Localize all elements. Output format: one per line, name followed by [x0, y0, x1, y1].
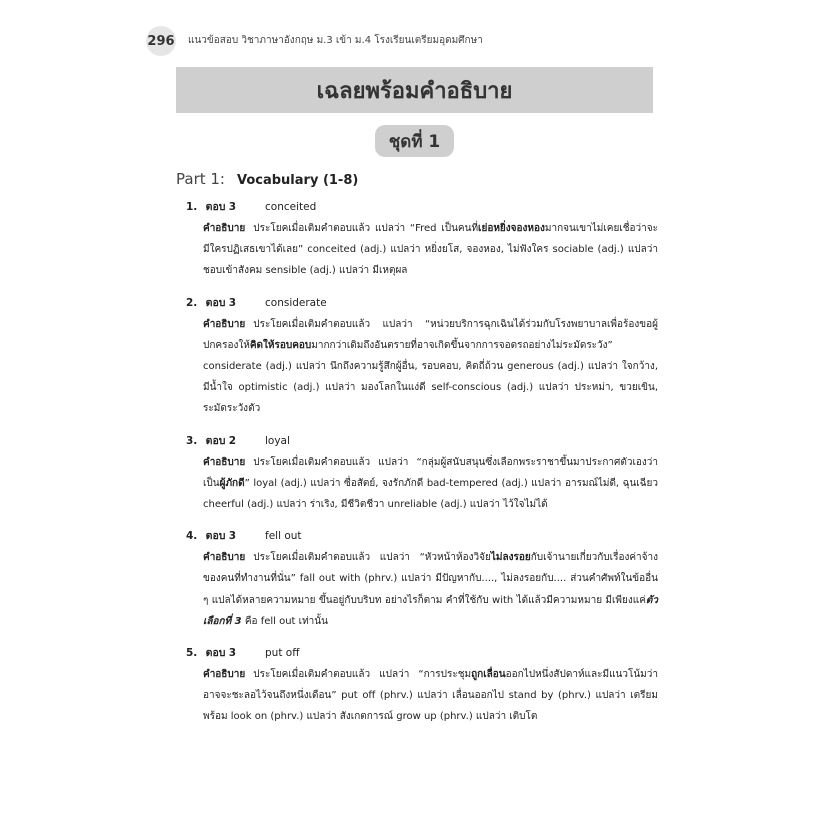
item-number: 5.	[186, 647, 198, 660]
answer-choice: 3	[228, 296, 237, 309]
explanation-highlight: ถูกเลื่อน	[471, 669, 506, 681]
explanation-text: ประโยคเมื่อเติมคำตอบแล้ว แปลว่า “หัวหน้าห้องวิจัย	[253, 552, 491, 564]
answer-line	[186, 431, 658, 452]
answer-choice: 3	[228, 647, 237, 660]
answer-item	[186, 526, 658, 632]
part-heading	[176, 170, 358, 188]
item-number: 4.	[186, 530, 198, 543]
answer-choice: 3	[228, 530, 237, 543]
item-number: 1.	[186, 201, 198, 213]
answer-item	[186, 643, 658, 728]
explanation-text: ประโยคเมื่อเติมคำตอบแล้ว แปลว่า “หน่วยบริการฉุกเฉินได้ร่วมกับโรงพยาบาลเพื่อร้องขอผู้ปกครองให้	[203, 318, 658, 351]
explanation-label: คำอธิบาย	[203, 223, 246, 234]
explanation	[186, 452, 658, 516]
answer-list	[186, 197, 658, 739]
answer-item	[186, 293, 658, 420]
answer-label: ตอบ	[205, 434, 226, 447]
answer-label: ตอบ	[205, 296, 226, 309]
explanation-text: ประโยคเมื่อเติมคำตอบแล้ว แปลว่า “การประชุม	[253, 669, 472, 681]
explanation-highlight: ตัวเลือกที่ 3	[203, 594, 658, 627]
answer-word: fell out	[265, 530, 302, 543]
item-number: 3.	[186, 434, 198, 447]
answer-label: ตอบ	[205, 201, 226, 213]
answer-label: ตอบ	[205, 647, 226, 660]
answer-choice: 3	[228, 201, 237, 213]
answer-line	[186, 526, 658, 547]
running-title: แนวข้อสอบ วิชาภาษาอังกฤษ ม.3 เข้า ม.4 โรงเรียนเตรียมอุดมศึกษา	[188, 35, 483, 46]
explanation-label: คำอธิบาย	[203, 456, 246, 468]
explanation	[186, 547, 658, 632]
set-label: ชุดที่ 1	[388, 131, 441, 152]
part-title: Vocabulary (1-8)	[236, 173, 359, 188]
explanation	[186, 664, 658, 728]
explanation-text: ประโยคเมื่อเติมคำตอบแล้ว แปลว่า “กลุ่มผู้สนับสนุนซึ่งเลือกพระราชาขึ้นมาประกาศตัวเองว่าเป็น	[203, 456, 658, 489]
answer-line	[186, 197, 658, 218]
answer-word: considerate	[265, 296, 327, 309]
answer-line	[186, 643, 658, 664]
explanation-text: คือ fell out เท่านั้น	[241, 615, 328, 627]
answer-label: ตอบ	[205, 530, 226, 543]
answer-line	[186, 293, 658, 314]
explanation-text: มากจนเขาไม่เคยเชื่อว่าจะมีใครปฏิเสธเขาได้เลย” conceited (adj.) แปลว่า หยิ่งยโส, จองหอง, ไม่ฟังใคร sociable (adj.) แปลว่า ชอบเข้าสังคม sensible (adj.) แปลว่า มีเหตุผล	[203, 223, 658, 277]
item-number: 2.	[186, 296, 198, 309]
answer-item	[186, 197, 658, 282]
explanation-text: มากกว่าเดิมถึงอันตรายที่อาจเกิดขึ้นจากการจอดรถอย่างไม่ระมัดระวัง” considerate (adj.) แปลว่า นึกถึงความรู้สึกผู้อื่น, รอบคอบ, คิดถี่ถ้วน generous (adj.) แปลว่า ใจกว้าง, มีน้ำใจ optimistic (adj.) แปลว่า มองโลกในแง่ดี self-conscious (adj.) แปลว่า ประหม่า, ขวยเขิน, ระมัดระวังตัว	[203, 339, 658, 415]
explanation-highlight: ไม่ลงรอย	[490, 552, 531, 564]
answer-word: put off	[265, 647, 300, 660]
explanation	[186, 218, 658, 282]
explanation-label: คำอธิบาย	[203, 552, 246, 564]
answer-word: loyal	[265, 434, 290, 447]
explanation	[186, 314, 658, 420]
page-number: 296	[147, 33, 175, 49]
page-title: เฉลยพร้อมคำอธิบาย	[316, 78, 513, 104]
explanation-label: คำอธิบาย	[203, 318, 246, 330]
explanation-text: กับเจ้านายเกี่ยวกับเรื่องค่าจ้างของคนที่ทำงานที่นั่น” fall out with (phrv.) แปลว่า มีปัญหากับ...., ไม่ลงรอยกับ.... ส่วนคำศัพท์ในข้ออื่น ๆ แปลได้หลายความหมาย ขึ้นอยู่กับบริบท อย่างไรก็ตาม คำที่ใช้กับ with ได้แล้วมีความหมาย มีเพียงแค่	[203, 552, 658, 606]
explanation-text: ” loyal (adj.) แปลว่า ซื่อสัตย์, จงรักภักดี bad-tempered (adj.) แปลว่า อารมณ์ไม่ดี, ฉุนเฉียว cheerful (adj.) แปลว่า ร่าเริง, มีชีวิตชีวา unreliable (adj.) แปลว่า ไว้ใจไม่ได้	[203, 477, 658, 511]
explanation-highlight: เย่อหยิ่งจองหอง	[478, 223, 545, 234]
answer-item	[186, 431, 658, 516]
page-number-badge	[146, 26, 176, 56]
explanation-highlight: ผู้ภักดี	[219, 477, 245, 489]
explanation-highlight: คิดให้รอบคอบ	[249, 339, 312, 351]
answer-word: conceited	[265, 201, 317, 213]
explanation-text: ออกไปหนึ่งสัปดาห์และมีแนวโน้มว่าอาจจะชะลอไว้จนถึงหนึ่งเดือน” put off (phrv.) แปลว่า เลื่อนออกไป stand by (phrv.) แปลว่า เตรียมพร้อม look on (phrv.) แปลว่า สังเกตการณ์ grow up (phrv.) แปลว่า เติบโต	[203, 669, 658, 723]
set-label-box	[375, 125, 454, 157]
part-label: Part 1:	[176, 170, 225, 188]
title-banner	[176, 67, 653, 113]
answer-choice: 2	[228, 434, 237, 447]
explanation-text: ประโยคเมื่อเติมคำตอบแล้ว แปลว่า “Fred เป็นคนที่	[253, 223, 479, 234]
explanation-label: คำอธิบาย	[203, 669, 246, 681]
